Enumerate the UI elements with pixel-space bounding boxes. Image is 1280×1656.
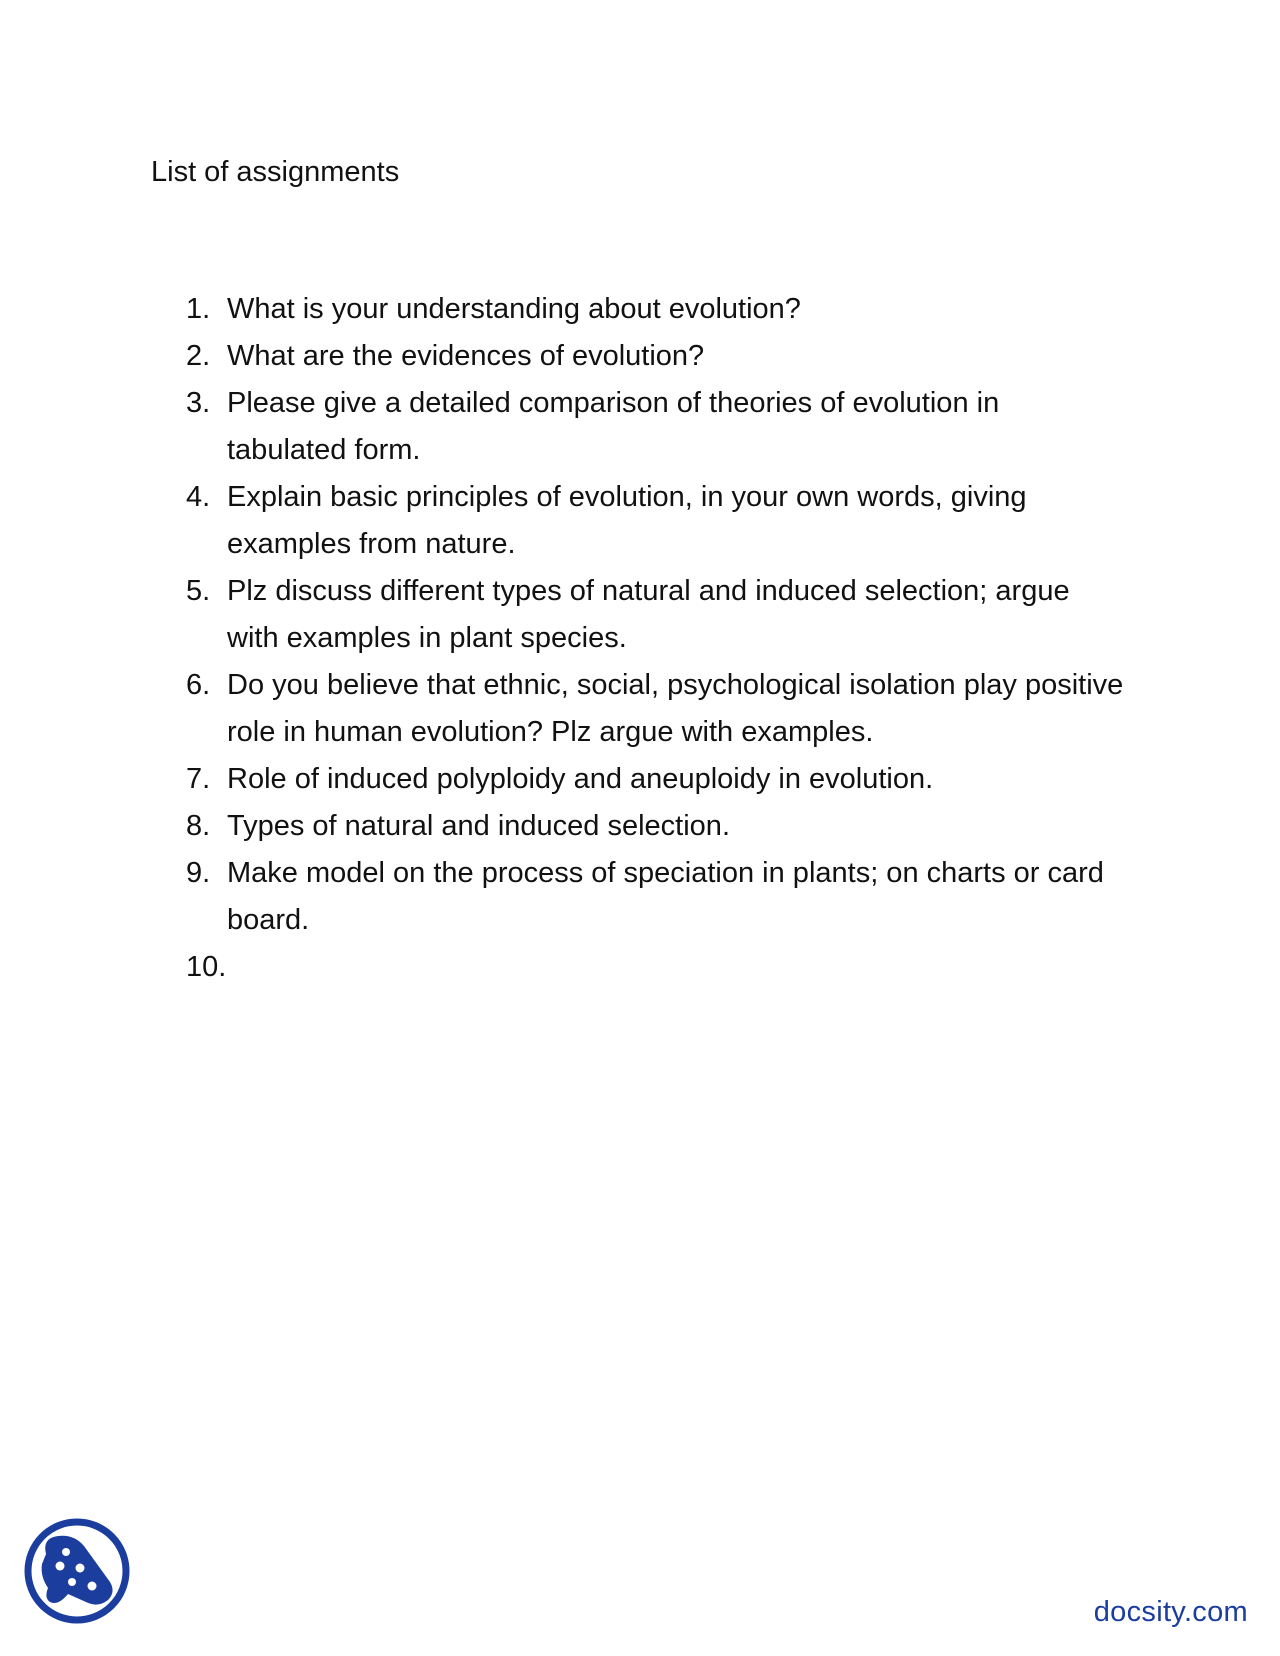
item-number: 1.	[186, 293, 211, 325]
item-number: 10.	[186, 951, 227, 983]
item-text: Please give a detailed comparison of theories of evolution in tabulated form.	[227, 387, 1000, 466]
item-number: 9.	[186, 857, 211, 889]
item-number: 6.	[186, 669, 211, 701]
item-text: Explain basic principles of evolution, in your own words, giving examples from nature.	[227, 481, 1027, 560]
list-item	[186, 568, 1126, 662]
brand-link[interactable]: docsity.com	[1093, 1596, 1248, 1628]
list-item	[186, 850, 1126, 944]
list-item	[186, 803, 1126, 850]
item-text: Plz discuss different types of natural and induced selection; argue with examples in plant species.	[227, 575, 1070, 654]
page-title: List of assignments	[151, 156, 400, 188]
item-number: 8.	[186, 810, 211, 842]
item-text: Types of natural and induced selection.	[227, 810, 730, 842]
docsity-logo-svg	[22, 1516, 132, 1626]
list-item	[186, 333, 1126, 380]
item-text: Role of induced polyploidy and aneuploidy in evolution.	[227, 763, 934, 795]
item-number: 3.	[186, 387, 211, 419]
item-text: What is your understanding about evolution?	[227, 293, 801, 325]
list-item	[186, 756, 1126, 803]
assignment-list	[186, 286, 1126, 991]
list-item	[186, 474, 1126, 568]
list-item	[186, 380, 1126, 474]
item-number: 5.	[186, 575, 211, 607]
item-number: 4.	[186, 481, 211, 513]
item-number: 7.	[186, 763, 211, 795]
list-item	[186, 662, 1126, 756]
docsity-logo-icon[interactable]	[22, 1516, 132, 1626]
list-item	[186, 944, 1126, 991]
list-item	[186, 286, 1126, 333]
item-text: Make model on the process of speciation in plants; on charts or card board.	[227, 857, 1104, 936]
item-text: Do you believe that ethnic, social, psychological isolation play positive role in human evolution? Plz argue with examples.	[227, 669, 1124, 748]
item-text	[227, 944, 1126, 991]
item-number: 2.	[186, 340, 211, 372]
item-text: What are the evidences of evolution?	[227, 340, 705, 372]
